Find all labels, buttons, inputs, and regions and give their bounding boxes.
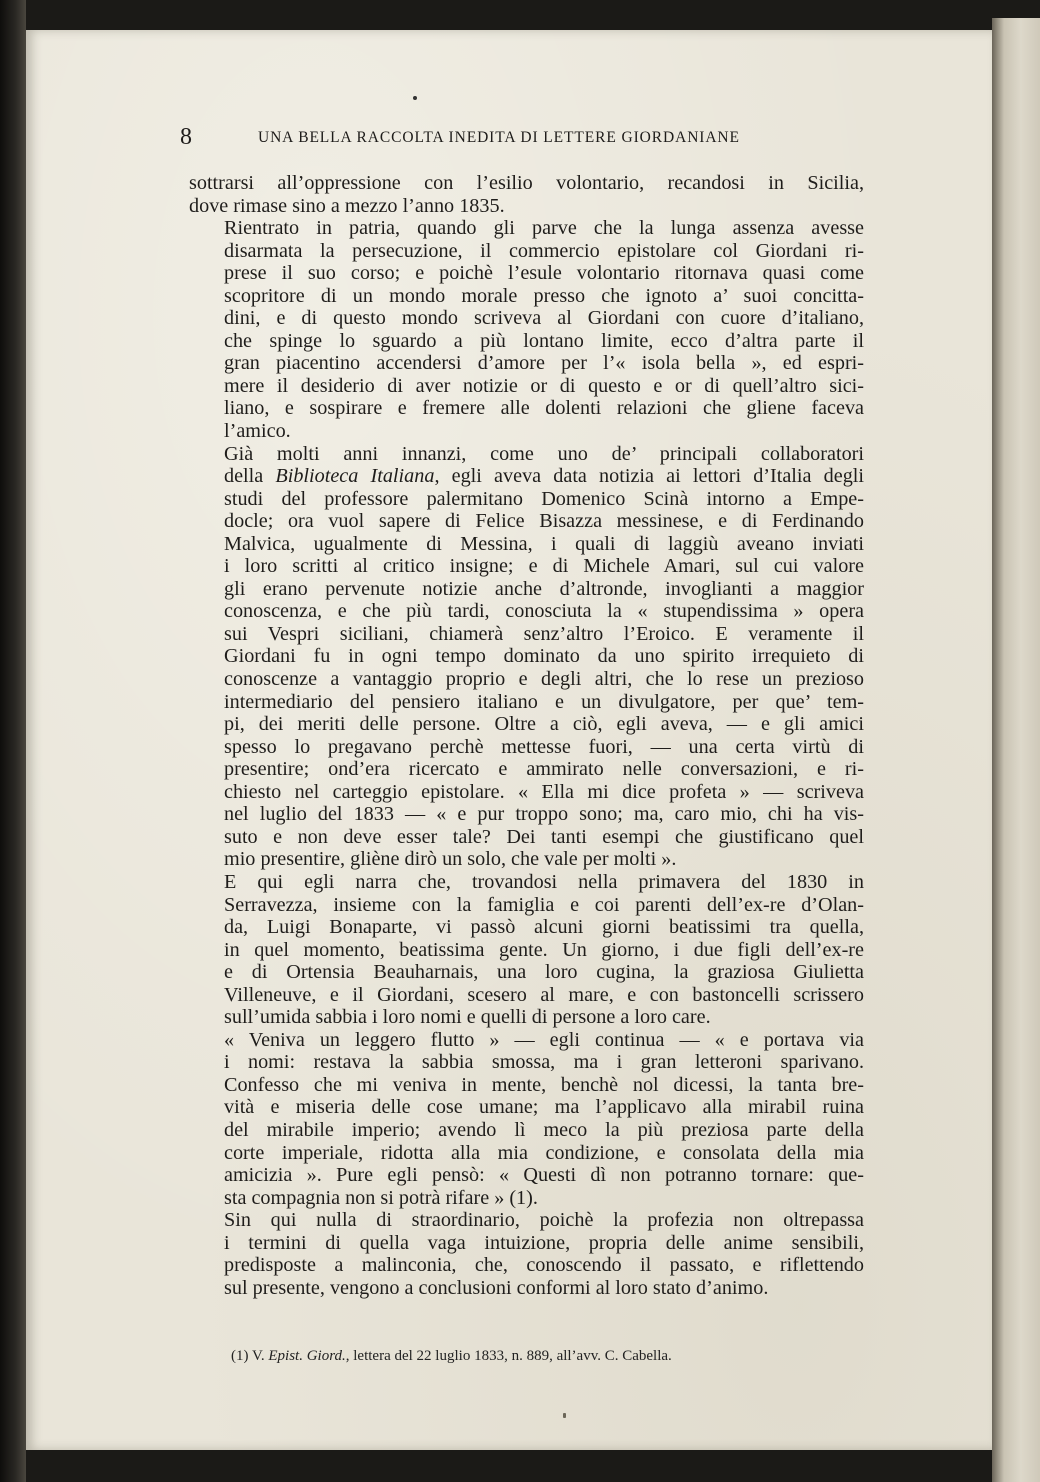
text-line: Confesso che mi veniva in mente, benchè nol dicessi, la tanta bre- [224, 1073, 864, 1096]
text-line: prese il suo corso; e poichè l’esule volontario ritornava quasi come [224, 262, 864, 285]
text-line: in quel momento, beatissima gente. Un giorno, i due figli dell’ex-re [224, 938, 864, 961]
text-line: presentire; ond’era ricercato e ammirato nelle conversazioni, e ri- [224, 758, 864, 781]
body-text [189, 172, 864, 1299]
text-line: studi del professore palermitano Domenico Scinà intorno a Empe- [224, 487, 864, 510]
text-line: sull’umida sabbia i loro nomi e quelli di persone a loro care. [224, 1006, 711, 1029]
ink-dot [413, 96, 417, 100]
text-line: sta compagnia non si potrà rifare » (1). [224, 1186, 538, 1209]
footnote-title: Epist. Giord. [268, 1348, 346, 1364]
text-line: che spinge lo sguardo a più lontano limite, ecco d’altra parte il [224, 329, 864, 352]
running-title: UNA BELLA RACCOLTA INEDITA DI LETTERE GIORDANIANE [258, 129, 740, 146]
text-line: dini, e di questo mondo scriveva al Giordani con cuore d’italiano, [224, 307, 864, 330]
footnote [231, 1346, 871, 1366]
text-line: i nomi: restava la sabbia smossa, ma i gran letteroni sparivano. [224, 1051, 864, 1074]
text-line: gran piacentino accendersi d’amore per l’« isola bella », ed espri- [224, 352, 864, 375]
text-line: Villeneuve, e il Giordani, scesero al mare, e con bastoncelli scrissero [224, 983, 864, 1006]
text-line: della Biblioteca Italiana, egli aveva data notizia ai lettori d’Italia degli [224, 465, 864, 488]
text-line: dove rimase sino a mezzo l’anno 1835. [189, 194, 505, 217]
text-line: sui Vespri siciliani, chiamerà senz’altro l’Eroico. E veramente il [224, 622, 864, 645]
text-line: Sin qui nulla di straordinario, poichè la profezia non oltrepassa [224, 1209, 864, 1232]
text-line: i termini di quella vaga intuizione, propria delle anime sensibili, [224, 1231, 864, 1254]
text-line: del mirabile imperio; avendo lì meco la più preziosa parte della [224, 1118, 864, 1141]
text-line: nel luglio del 1833 — « e pur troppo sono; ma, caro mio, chi ha vis- [224, 803, 864, 826]
text-line: mere il desiderio di aver notizie or di questo e or di quell’altro sici- [224, 374, 864, 397]
text-line: i loro scritti al critico insigne; e di Michele Amari, sul cui valore [224, 555, 864, 578]
text-line: « Veniva un leggero flutto » — egli continua — « e portava via [224, 1028, 864, 1051]
text-line: gli erano pervenute notizie anche d’altronde, invoglianti a maggior [224, 577, 864, 600]
text-line: mio presentire, gliène dirò un solo, che vale per molti ». [224, 848, 677, 871]
text-line: E qui egli narra che, trovandosi nella primavera del 1830 in [224, 870, 864, 893]
paragraph [189, 172, 864, 217]
paragraph [189, 1209, 864, 1299]
text-line: conoscenza, e che più tardi, conosciuta la « stupendissima » opera [224, 600, 864, 623]
text-line: suto e non deve esser tale? Dei tanti esempi che giustificano quel [224, 825, 864, 848]
text-line: disarmata la persecuzione, il commercio epistolare col Giordani ri- [224, 239, 864, 262]
italic-title: Biblioteca Italiana [275, 465, 435, 488]
text-line: Giordani fu in ogni tempo dominato da uno spirito irrequieto di [224, 645, 864, 668]
text-line: predisposte a malinconia, che, conoscendo il passato, e riflettendo [224, 1254, 864, 1277]
text-line: Serravezza, insieme con la famiglia e coi parenti dell’ex-re d’Olan- [224, 893, 864, 916]
paragraph [189, 217, 864, 442]
text-line: Già molti anni innanzi, come uno de’ principali collaboratori [224, 442, 864, 465]
text-line: l’amico. [224, 420, 291, 443]
page-header [180, 124, 864, 150]
text-line: Rientrato in patria, quando gli parve che la lunga assenza avesse [224, 217, 864, 240]
paragraph [189, 443, 864, 871]
text-line: sul presente, vengono a conclusioni conformi al loro stato d’animo. [224, 1276, 769, 1299]
page-number: 8 [180, 124, 192, 150]
paragraph [189, 1029, 864, 1209]
text-line: conoscenze a vantaggio proprio e degli altri, che lo rese un prezioso [224, 668, 864, 691]
text-line: e di Ortensia Beauharnais, una loro cugina, la graziosa Giulietta [224, 961, 864, 984]
text-line: docle; ora vuol sapere di Felice Bisazza messinese, e di Ferdinando [224, 510, 864, 533]
scan-left-edge [0, 0, 26, 1482]
ink-mark [563, 1413, 566, 1418]
text-line: corte imperiale, ridotta alla mia condizione, e consolata della mia [224, 1141, 864, 1164]
text-line: scopritore di un mondo morale presso che ignoto a’ suoi concitta- [224, 284, 864, 307]
text-line: intermediario del pensiero italiano e un divulgatore, per que’ tem- [224, 690, 864, 713]
text-line: pi, dei meriti delle persone. Oltre a ciò, egli aveva, — e gli amici [224, 713, 864, 736]
paragraph [189, 871, 864, 1029]
footnote-text: , lettera del 22 luglio 1833, n. 889, all’avv. C. Cabella. [345, 1348, 672, 1364]
text-line: Malvica, ugualmente di Messina, i quali di laggiù aveano inviati [224, 532, 864, 555]
footnote-marker: (1) [231, 1348, 249, 1364]
text-line: liano, e sospirare e fremere alle dolenti relazioni che gliene faceva [224, 397, 864, 420]
text-line: sottrarsi all’oppressione con l’esilio volontario, recandosi in Sicilia, [189, 172, 864, 194]
text-line: vità e miseria delle cose umane; ma l’applicavo alla mirabil ruina [224, 1096, 864, 1119]
text-line: chiesto nel carteggio epistolare. « Ella mi dice profeta » — scriveva [224, 780, 864, 803]
footnote-prefix: V. [251, 1348, 265, 1364]
next-page-edge [992, 18, 1040, 1482]
text-line: amicizia ». Pure egli pensò: « Questi dì non potranno tornare: que- [224, 1164, 864, 1187]
text-line: da, Luigi Bonaparte, vi passò alcuni giorni beatissimi tra quella, [224, 916, 864, 939]
text-line: spesso lo pregavano perchè mettesse fuori, — una certa virtù di [224, 735, 864, 758]
